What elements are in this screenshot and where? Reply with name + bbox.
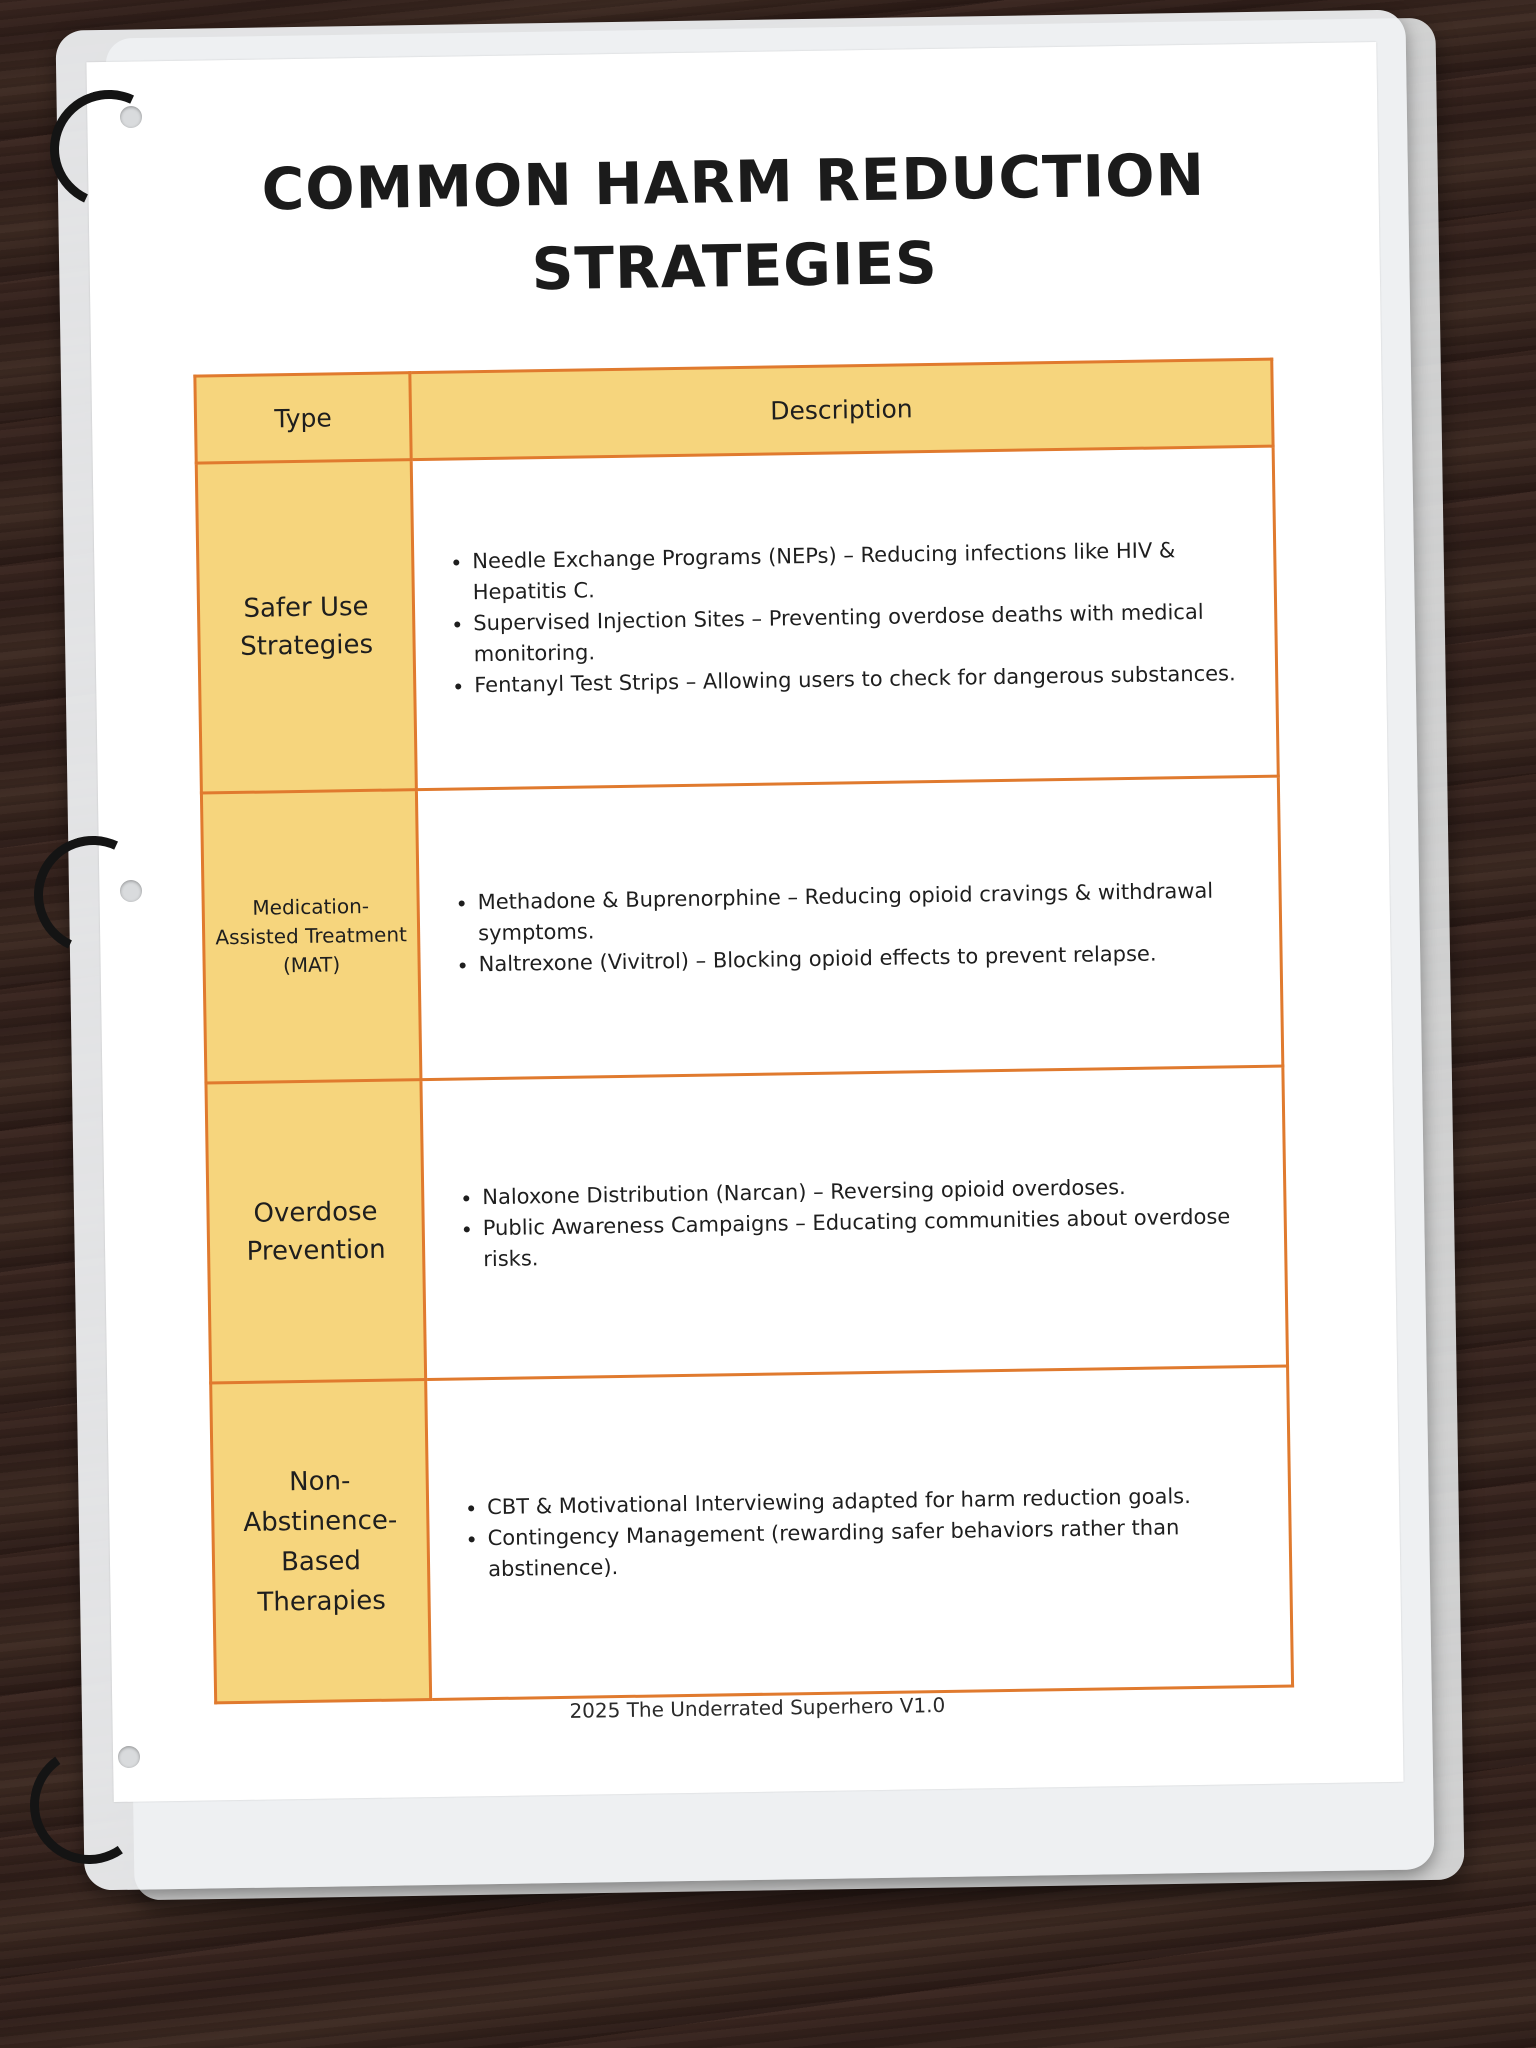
description-list — [447, 875, 1255, 981]
list-item: • Fentanyl Test Strips – Allowing users to check for dangerous substances. — [474, 658, 1251, 701]
description-cell — [411, 446, 1278, 789]
header-description: Description — [410, 359, 1273, 460]
strategies-table — [193, 358, 1294, 1705]
description-cell — [421, 1066, 1288, 1380]
list-item: • Naloxone Distribution (Narcan) – Reversing opioid overdoses. — [482, 1170, 1259, 1213]
page-title — [88, 130, 1380, 318]
type-label: Non-Abstinence-Based Therapies — [243, 1465, 398, 1618]
type-cell — [196, 460, 416, 793]
description-list — [452, 1170, 1260, 1276]
table-header-row — [195, 359, 1273, 463]
table-row — [211, 1366, 1293, 1703]
type-cell — [206, 1080, 426, 1383]
list-item: • Supervised Injection Sites – Preventing overdose deaths with medical monitoring. — [473, 596, 1251, 670]
type-label: Safer Use Strategies — [239, 591, 374, 662]
type-cell — [201, 790, 421, 1083]
table-row — [206, 1066, 1288, 1383]
type-label: Medication-Assisted Treatment (MAT) — [215, 893, 408, 978]
title-line-1: COMMON HARM REDUCTION — [261, 140, 1206, 224]
table-row — [201, 776, 1282, 1083]
list-item: • Methadone & Buprenorphine – Reducing opioid cravings & withdrawal symptoms. — [477, 875, 1255, 949]
list-item: • Naltrexone (Vivitrol) – Blocking opioid effects to prevent relapse. — [478, 937, 1255, 980]
list-item: • Needle Exchange Programs (NEPs) – Reducing infections like HIV & Hepatitis C. — [472, 534, 1250, 608]
list-item: • CBT & Motivational Interviewing adapted for harm reduction goals. — [487, 1480, 1264, 1523]
page-footer: 2025 The Underrated Superhero V1.0 — [569, 1692, 946, 1723]
type-label: Overdose Prevention — [246, 1196, 386, 1267]
document-page — [86, 42, 1403, 1802]
description-list — [457, 1480, 1265, 1586]
list-item: • Contingency Management (rewarding safer behaviors rather than abstinence). — [487, 1511, 1265, 1585]
header-type: Type — [195, 373, 411, 463]
description-cell — [416, 776, 1282, 1080]
table-row — [196, 446, 1278, 793]
type-cell — [211, 1380, 431, 1703]
list-item: • Public Awareness Campaigns – Educating communities about overdose risks. — [483, 1201, 1261, 1275]
description-list — [442, 534, 1251, 702]
title-line-2: STRATEGIES — [531, 228, 939, 304]
description-cell — [426, 1366, 1293, 1700]
